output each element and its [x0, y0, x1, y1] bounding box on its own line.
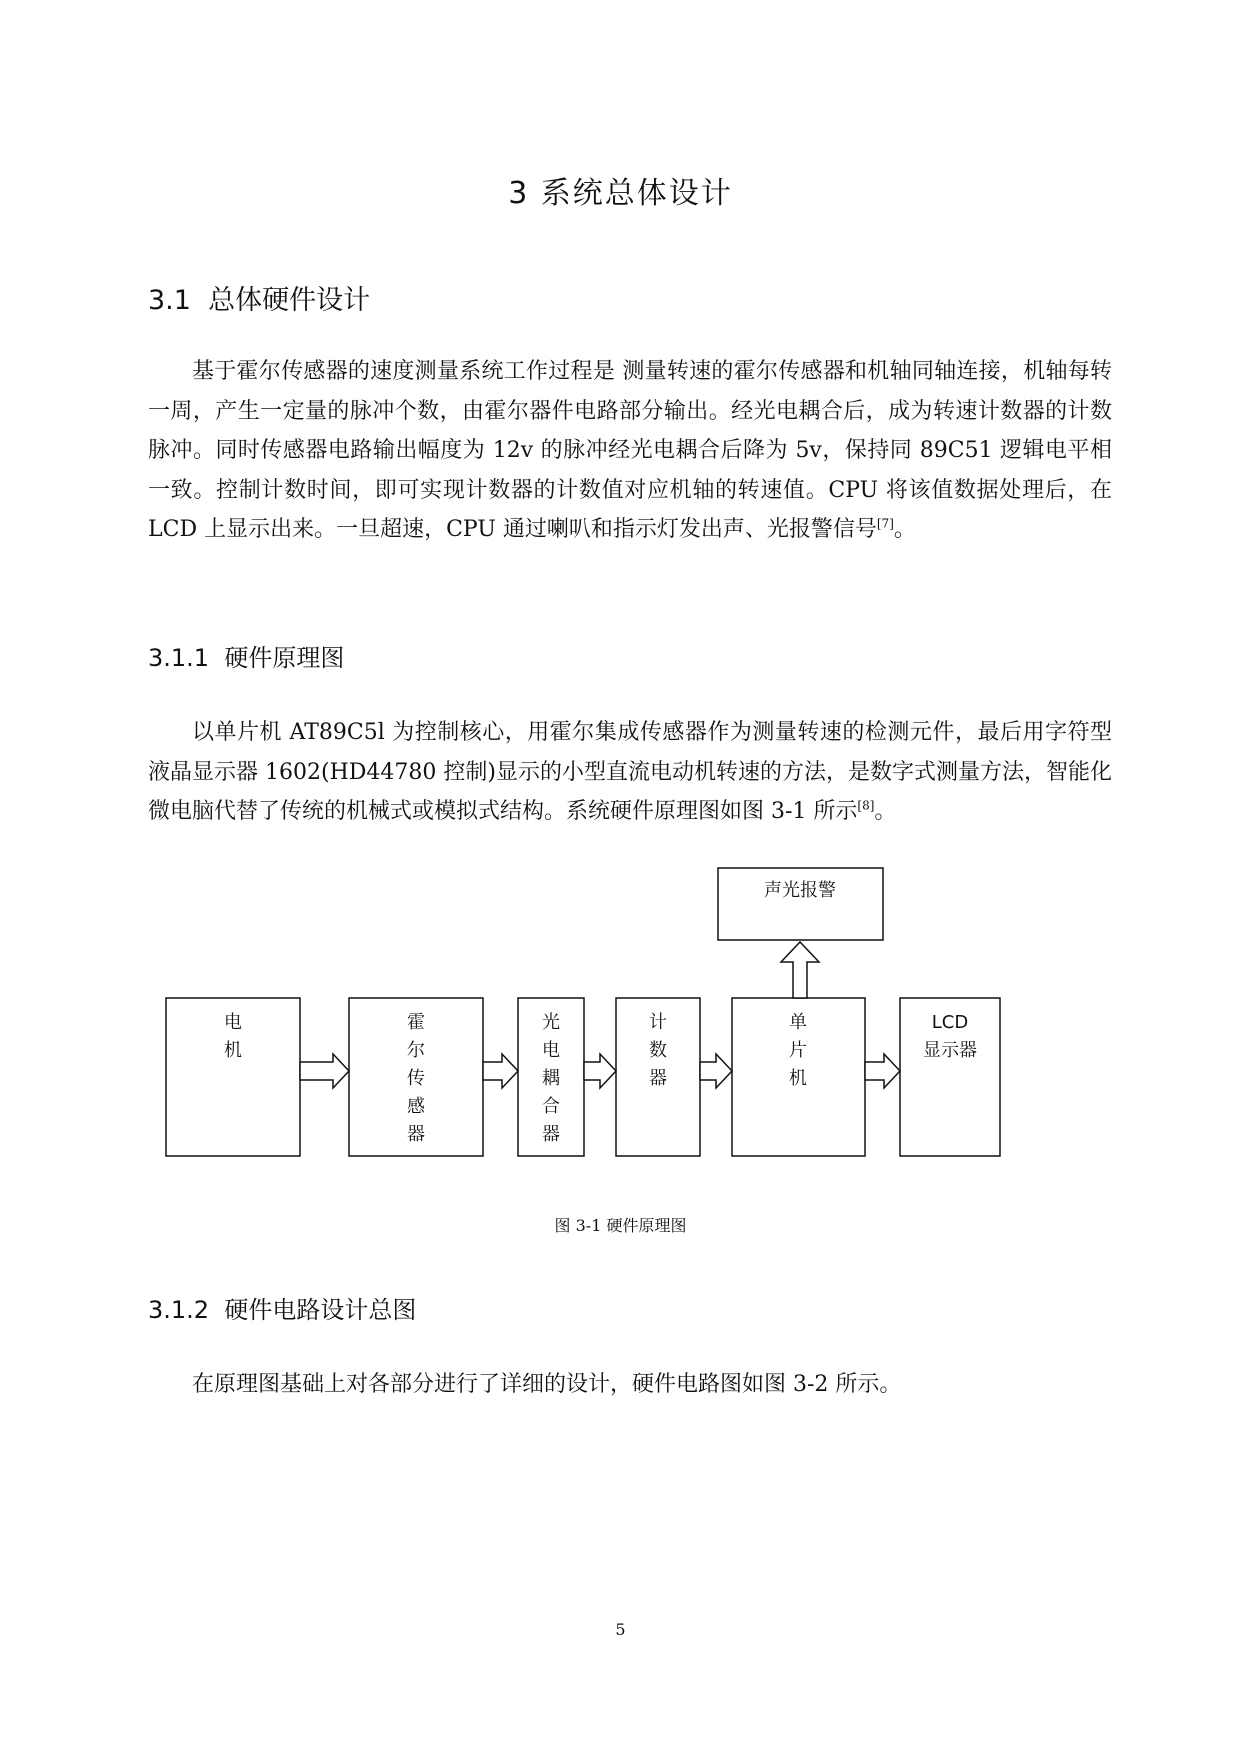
label-mcu-2: 片 — [789, 1040, 807, 1061]
label-hall-1: 霍 — [407, 1012, 425, 1033]
page-number: 5 — [615, 1620, 626, 1639]
section-number: 3.1 — [148, 285, 191, 316]
arrow-counter-to-mcu — [700, 1054, 732, 1088]
citation-8: [8] — [857, 798, 875, 813]
label-opto-2: 电 — [542, 1040, 560, 1061]
arrow-hall-to-opto — [483, 1054, 518, 1088]
label-counter-1: 计 — [649, 1012, 667, 1033]
citation-7: [7] — [876, 516, 894, 531]
label-lcd-2: 显示器 — [923, 1040, 977, 1061]
label-opto-3: 耦 — [542, 1068, 560, 1089]
label-mcu-3: 机 — [789, 1068, 807, 1089]
label-hall-5: 器 — [407, 1124, 425, 1145]
section-title: 总体硬件设计 — [208, 285, 371, 316]
subsection-heading-schematic: 3.1.1 硬件原理图 — [148, 644, 345, 672]
label-counter-2: 数 — [649, 1040, 667, 1061]
label-hall-4: 感 — [407, 1096, 425, 1117]
paragraph-circuit: 在原理图基础上对各部分进行了详细的设计，硬件电路图如图 3-2 所示。 — [192, 1372, 902, 1397]
chapter-title: 3 系统总体设计 — [508, 176, 733, 211]
arrow-mcu-to-alarm — [781, 942, 819, 998]
label-counter-3: 器 — [649, 1068, 667, 1089]
label-motor-1: 电 — [224, 1012, 242, 1033]
label-opto-1: 光 — [542, 1012, 560, 1033]
label-hall-3: 传 — [407, 1068, 425, 1089]
subsection-heading-circuit: 3.1.2 硬件电路设计总图 — [148, 1296, 417, 1324]
label-hall-2: 尔 — [407, 1040, 425, 1061]
arrow-motor-to-hall — [300, 1054, 349, 1088]
paragraph-system-overview: 基于霍尔传感器的速度测量系统工作过程是 测量转速的霍尔传感器和机轴同轴连接，机轴每转一周，产生一定量的脉冲个数，由霍尔器件电路部分输出。经光电耦合后，成为转速计数器的计数脉冲。同时传感器电路输出幅度为 12v 的脉冲经光电耦合后降为 5v，保持同 89C51 逻辑电平相一致。控制计数时间，即可实现计数器的计数值对应机轴的转速值。CPU 将该值数据处理后，在 LCD 上显示出来。一旦超速，CPU 通过喇叭和指示灯发出声、光报警信号[7]。 — [148, 359, 1112, 542]
label-lcd-1: LCD — [931, 1012, 969, 1033]
arrow-mcu-to-lcd — [865, 1054, 900, 1088]
label-opto-5: 器 — [542, 1124, 560, 1145]
label-alarm: 声光报警 — [764, 880, 836, 901]
figure-caption: 图 3-1 硬件原理图 — [554, 1216, 687, 1235]
label-motor-2: 机 — [224, 1040, 242, 1061]
block-alarm — [718, 868, 883, 940]
paragraph-schematic: 以单片机 AT89C5l 为控制核心，用霍尔集成传感器作为测量转速的检测元件，最后用字符型液晶显示器 1602(HD44780 控制)显示的小型直流电动机转速的方法，是数字式测量方法，智能化微电脑代替了传统的机械式或模拟式结构。系统硬件原理图如图 3-1 所示[8]。 — [148, 720, 1112, 824]
label-mcu-1: 单 — [789, 1012, 807, 1033]
label-opto-4: 合 — [542, 1096, 560, 1117]
arrow-opto-to-counter — [584, 1054, 616, 1088]
